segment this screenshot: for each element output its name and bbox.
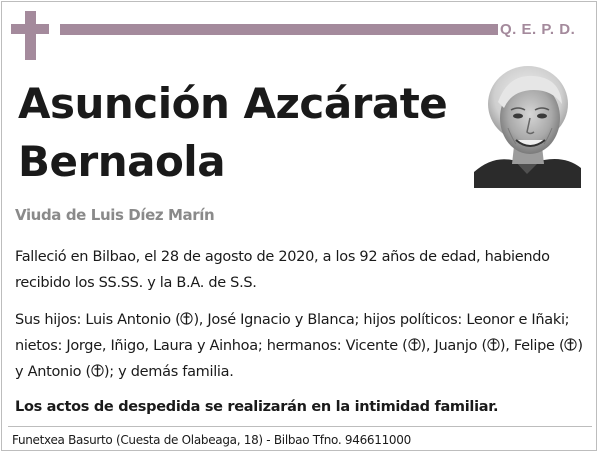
farewell-notice: Los actos de despedida se realizarán en la intimidad familiar. xyxy=(15,399,499,415)
family-text-6: ); y demás familia. xyxy=(103,364,234,380)
name-line-1: Asunción Azcárate xyxy=(18,79,448,128)
latin-cross-icon xyxy=(25,11,36,60)
deceased-cross-icon xyxy=(180,311,193,326)
death-announcement: Falleció en Bilbao, el 28 de agosto de 2020, a los 92 años de edad, habiendo recibido los SS.SS. y la B.A. de S.S. xyxy=(15,249,550,291)
family-text-5: ) y Antonio ( xyxy=(15,338,583,380)
deceased-cross-icon xyxy=(564,337,577,352)
portrait-photo xyxy=(474,64,581,188)
qepd-label: Q. E. P. D. xyxy=(500,21,576,38)
widow-subtitle: Viuda de Luis Díez Marín xyxy=(15,206,215,224)
family-list xyxy=(15,307,590,385)
family-text-3: ), Juanjo ( xyxy=(420,338,487,354)
deceased-name xyxy=(18,75,447,191)
funeral-home-info: Funetxea Basurto (Cuesta de Olabeaga, 18) - Bilbao Tfno. 946611000 xyxy=(12,433,411,447)
name-line-2: Bernaola xyxy=(18,137,226,186)
deceased-cross-icon xyxy=(91,363,104,378)
family-text-2: ), José Ignacio y Blanca; hijos políticos: Leonor e Iñaki; nietos: Jorge, Iñigo, Laura y Ainhoa; hermanos: Vicente ( xyxy=(15,312,570,354)
latin-cross-icon-arm xyxy=(11,24,49,34)
header-bar xyxy=(60,24,498,35)
deceased-cross-icon xyxy=(487,337,500,352)
family-text-1: Sus hijos: Luis Antonio ( xyxy=(15,312,181,328)
deceased-cross-icon xyxy=(408,337,421,352)
family-text-4: ), Felipe ( xyxy=(499,338,565,354)
footer-divider xyxy=(8,426,592,427)
